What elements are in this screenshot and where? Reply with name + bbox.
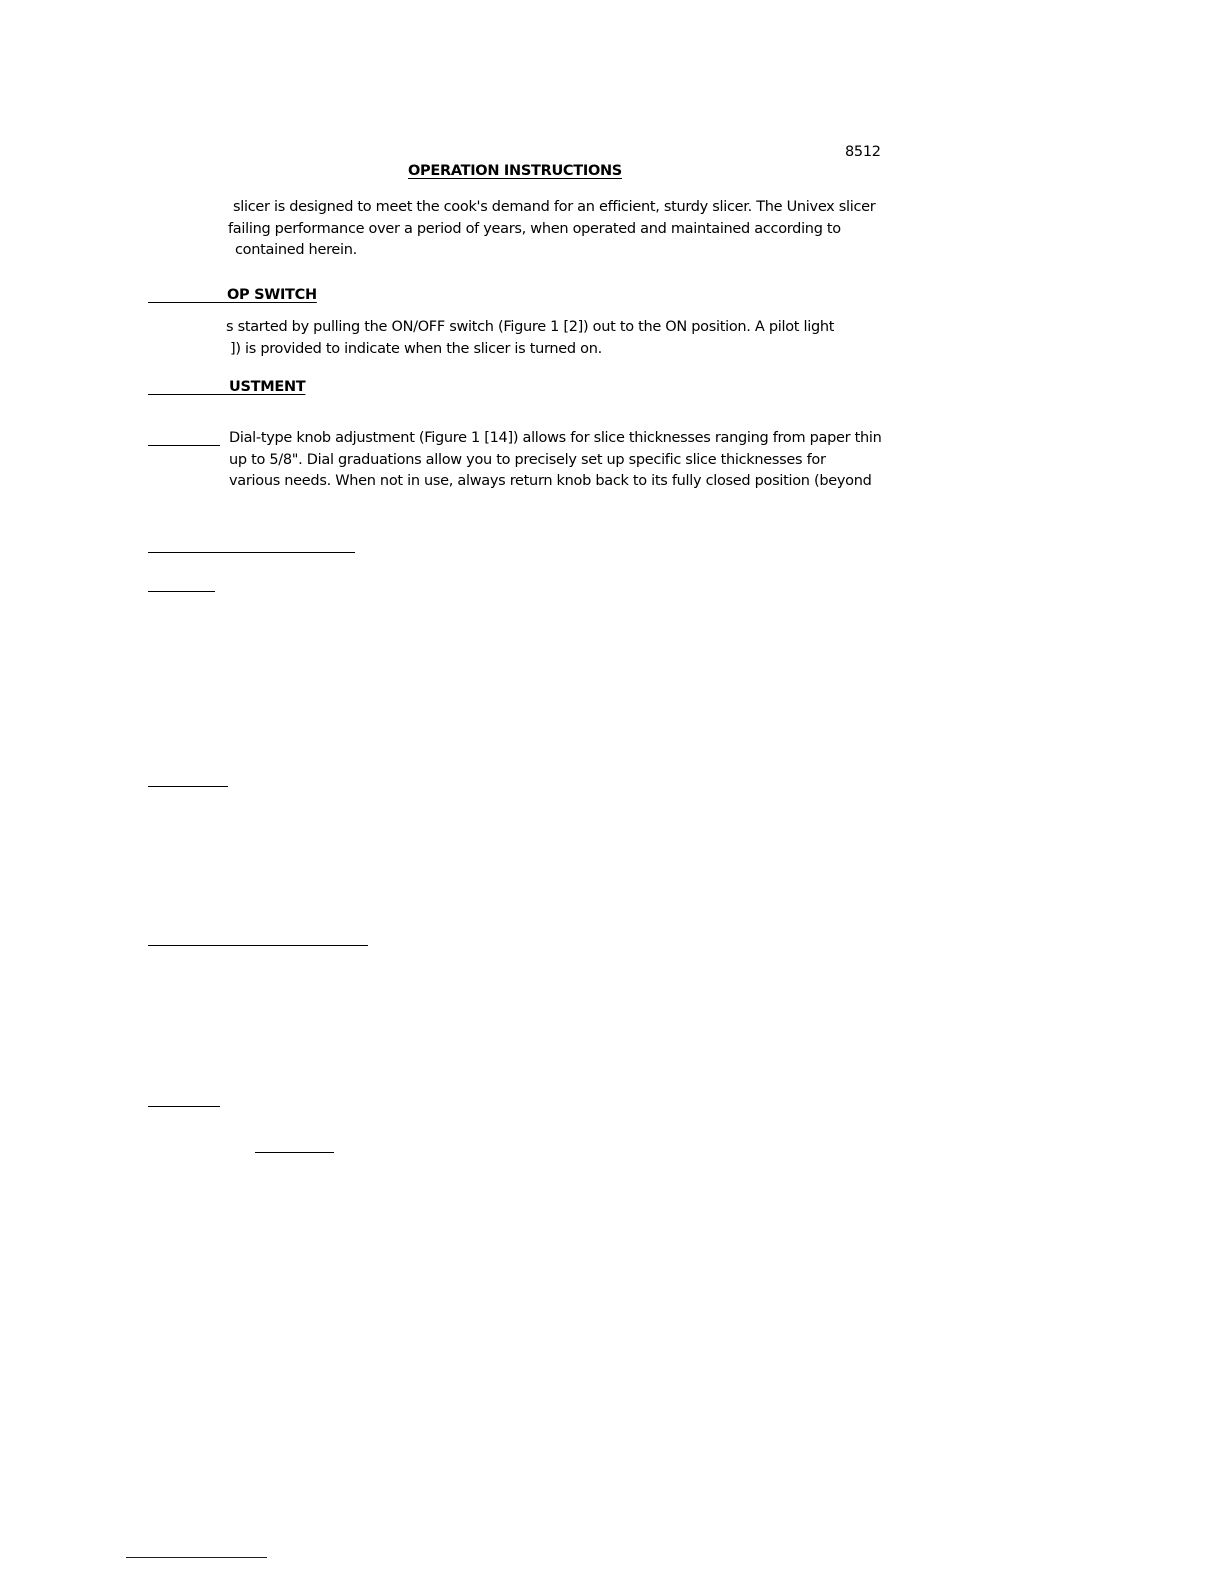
adjustment-heading-rule <box>148 394 230 395</box>
intro-line-1: slicer is designed to meet the cook's demand for an efficient, sturdy slicer. The Univex slicer <box>233 199 876 215</box>
adjustment-line-1: Dial-type knob adjustment (Figure 1 [14]) allows for slice thicknesses ranging from paper thin <box>229 430 882 446</box>
footer-link-underline[interactable] <box>126 1557 267 1558</box>
heading-rule-4 <box>148 945 368 946</box>
switch-line-2: ]) is provided to indicate when the slicer is turned on. <box>230 341 602 357</box>
adjustment-line-2: up to 5/8". Dial graduations allow you to precisely set up specific slice thicknesses for <box>229 452 826 468</box>
heading-rule-6 <box>255 1152 334 1153</box>
adjustment-section-heading: USTMENT <box>229 379 306 395</box>
page-title: OPERATION INSTRUCTIONS <box>408 163 622 179</box>
intro-line-2: failing performance over a period of years, when operated and maintained according to <box>228 221 841 237</box>
switch-heading-rule <box>148 302 228 303</box>
adjustment-subheading-rule <box>148 445 220 446</box>
page-number: 8512 <box>845 144 881 160</box>
adjustment-line-3: various needs. When not in use, always return knob back to its fully closed position (beyond <box>229 473 872 489</box>
intro-line-3: contained herein. <box>235 242 357 258</box>
switch-line-1: s started by pulling the ON/OFF switch (Figure 1 [2]) out to the ON position. A pilot light <box>226 319 835 335</box>
switch-section-heading: OP SWITCH <box>227 287 317 303</box>
heading-rule-3 <box>148 786 228 787</box>
heading-rule-5 <box>148 1106 220 1107</box>
heading-rule-2 <box>148 591 215 592</box>
heading-rule-1 <box>148 552 355 553</box>
